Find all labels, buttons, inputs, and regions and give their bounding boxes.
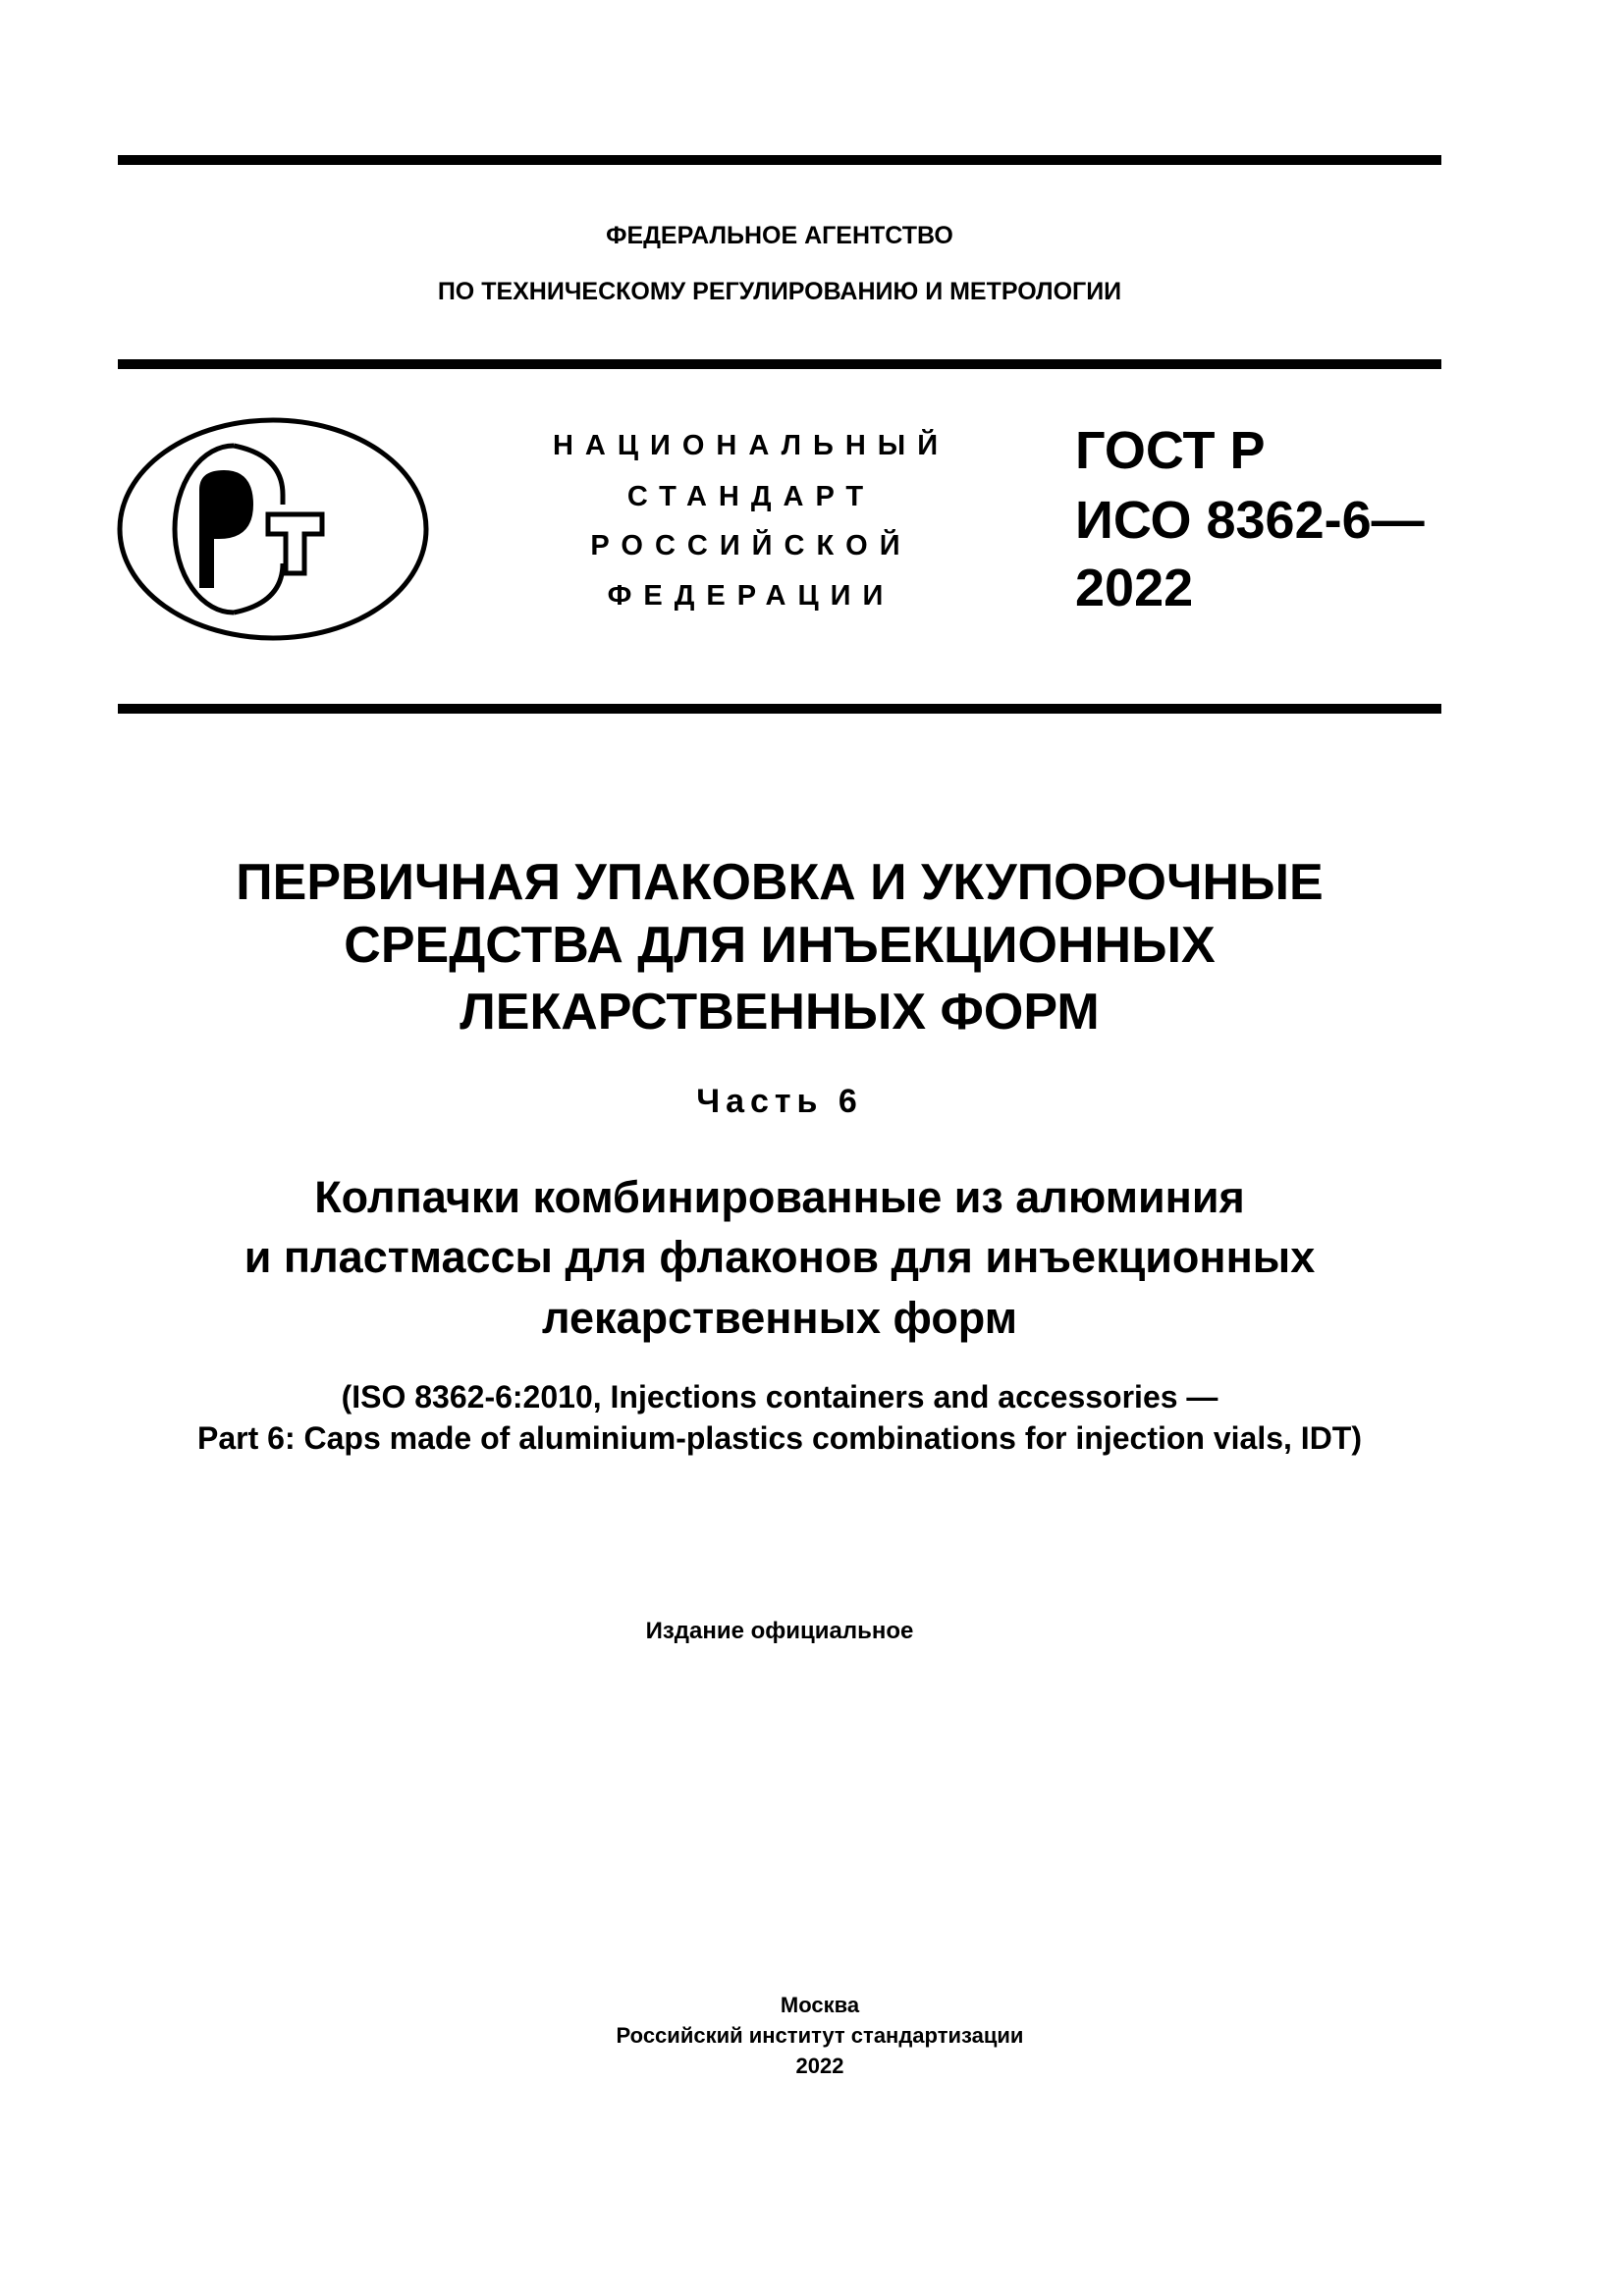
subtitle-line-1: Колпачки комбинированные из алюминия <box>314 1172 1245 1222</box>
title-line-1: ПЕРВИЧНАЯ УПАКОВКА И УКУПОРОЧНЫЕ <box>236 854 1324 911</box>
title-line-3: ЛЕКАРСТВЕННЫХ ФОРМ <box>460 984 1100 1041</box>
subtitle-line-3: лекарственных форм <box>542 1293 1017 1343</box>
national-line-1: НАЦИОНАЛЬНЫЙ <box>552 430 950 461</box>
agency-line-1: ФЕДЕРАЛЬНОЕ АГЕНТСТВО <box>606 222 953 249</box>
rst-logo-icon <box>116 416 430 642</box>
footer-publisher: Российский институт стандартизации <box>616 2023 1024 2048</box>
top-rule <box>118 155 1441 165</box>
designation-line-3: 2022 <box>1075 559 1194 617</box>
national-line-4: ФЕДЕРАЦИИ <box>607 580 895 612</box>
bottom-header-rule <box>118 704 1441 714</box>
iso-reference-line-2: Part 6: Caps made of aluminium-plastics combinations for injection vials, IDT) <box>197 1420 1362 1456</box>
agency-line-2: ПО ТЕХНИЧЕСКОМУ РЕГУЛИРОВАНИЮ И МЕТРОЛОГИИ <box>437 278 1122 305</box>
edition-label: Издание официальное <box>645 1618 914 1644</box>
subtitle-line-2: и пластмассы для флаконов для инъекционных <box>244 1232 1316 1282</box>
header-rule <box>118 359 1441 369</box>
footer-year: 2022 <box>795 2054 844 2078</box>
iso-reference-line-1: (ISO 8362-6:2010, Injections containers and accessories — <box>341 1379 1218 1415</box>
part-number: Часть 6 <box>696 1083 863 1120</box>
designation-line-2: ИСО 8362-6— <box>1075 491 1425 550</box>
designation-line-1: ГОСТ Р <box>1075 421 1266 480</box>
footer-city: Москва <box>780 1993 860 2017</box>
title-line-2: СРЕДСТВА ДЛЯ ИНЪЕКЦИОННЫХ <box>344 917 1216 974</box>
national-line-3: РОССИЙСКОЙ <box>590 530 912 561</box>
national-line-2: СТАНДАРТ <box>626 481 876 512</box>
